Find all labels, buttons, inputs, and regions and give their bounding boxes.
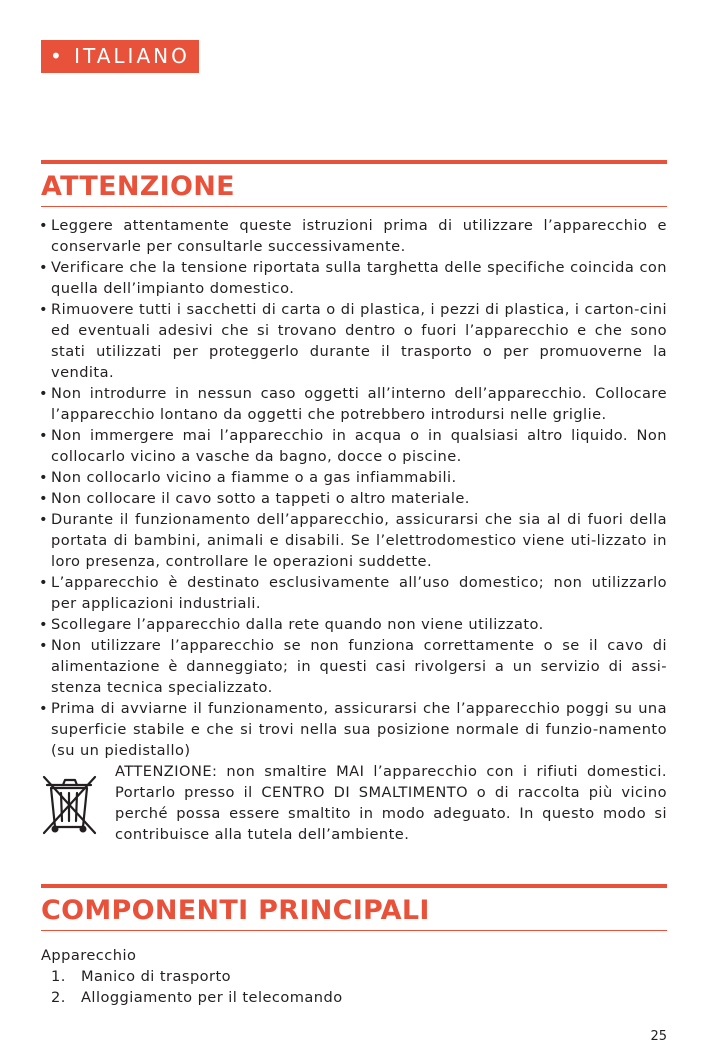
part-number: 1.: [51, 968, 66, 985]
components-section: [41, 884, 667, 1008]
warning-item: • Verificare che la tensione riportata sulla targhetta delle specifiche coincida con quella dell’impianto domestico.: [41, 257, 667, 299]
components-subtitle: Apparecchio: [41, 947, 137, 964]
attention-section: [41, 160, 667, 845]
warning-item: • Scollegare l’apparecchio dalla rete quando non viene utilizzato.: [41, 614, 667, 635]
crossed-out-wheelie-bin-icon: [41, 761, 115, 845]
warning-item: • Rimuovere tutti i sacchetti di carta o di plastica, i pezzi di plastica, i carton-cini ed eventuali adesivi che si trovano dentro o fuori l’apparecchio e che sono stati utilizzati per proteggerlo durante il trasporto o per promuoverne la vendita.: [41, 299, 667, 383]
components-heading: COMPONENTI PRINCIPALI: [41, 895, 430, 926]
heading-rule-top: [41, 884, 667, 888]
warning-list: [41, 215, 667, 761]
page-number: 25: [650, 1029, 667, 1044]
warning-item: • Non immergere mai l’apparecchio in acqua o in qualsiasi altro liquido. Non collocarlo vicino a vasche da bagno, docce o piscine.: [41, 425, 667, 467]
part-item: [51, 987, 667, 1008]
part-label: Alloggiamento per il telecomando: [81, 989, 343, 1006]
warning-item: • Non introdurre in nessun caso oggetti all’interno dell’apparecchio. Collocare l’apparecchio lontano da oggetti che potrebbero introdursi nelle griglie.: [41, 383, 667, 425]
warning-item: • Non utilizzare l’apparecchio se non funziona correttamente o se il cavo di alimentazione è danneggiato; in questi casi rivolgersi a un servizio di assi-stenza tecnica specializzato.: [41, 635, 667, 698]
warning-item: • Leggere attentamente queste istruzioni prima di utilizzare l’apparecchio e conservarle per consultarle successivamente.: [41, 215, 667, 257]
warning-item: • Prima di avviarne il funzionamento, assicurarsi che l’apparecchio poggi su una superficie stabile e che si trovi nella sua posizione normale di funzio-namento (su un piedistallo): [41, 698, 667, 761]
heading-rule-top: [41, 160, 667, 164]
part-number: 2.: [51, 989, 66, 1006]
parts-list: [41, 966, 667, 1008]
disposal-text: ATTENZIONE: non smaltire MAI l’apparecchio con i rifiuti domestici. Portarlo presso il CENTRO DI SMALTIMENTO o di raccolta più vicino perché possa essere smaltito in modo adeguato. In questo modo si contribuisce alla tutela dell’ambiente.: [115, 763, 667, 843]
warning-item: • Durante il funzionamento dell’apparecchio, assicurarsi che sia al di fuori della portata di bambini, animali e disabili. Se l’elettrodomestico viene uti-lizzato in loro presenza, controllare le operazioni suddette.: [41, 509, 667, 572]
warning-item: • Non collocare il cavo sotto a tappeti o altro materiale.: [41, 488, 667, 509]
warning-item: • Non collocarlo vicino a fiamme o a gas infiammabili.: [41, 467, 667, 488]
heading-rule-bottom: [41, 206, 667, 207]
language-tab: • ITALIANO: [41, 40, 199, 73]
attention-heading: ATTENZIONE: [41, 171, 235, 202]
part-label: Manico di trasporto: [81, 968, 232, 985]
heading-rule-bottom: [41, 930, 667, 931]
disposal-notice: [41, 761, 667, 845]
part-item: [51, 966, 667, 987]
warning-item: • L’apparecchio è destinato esclusivamente all’uso domestico; non utilizzarlo per applicazioni industriali.: [41, 572, 667, 614]
